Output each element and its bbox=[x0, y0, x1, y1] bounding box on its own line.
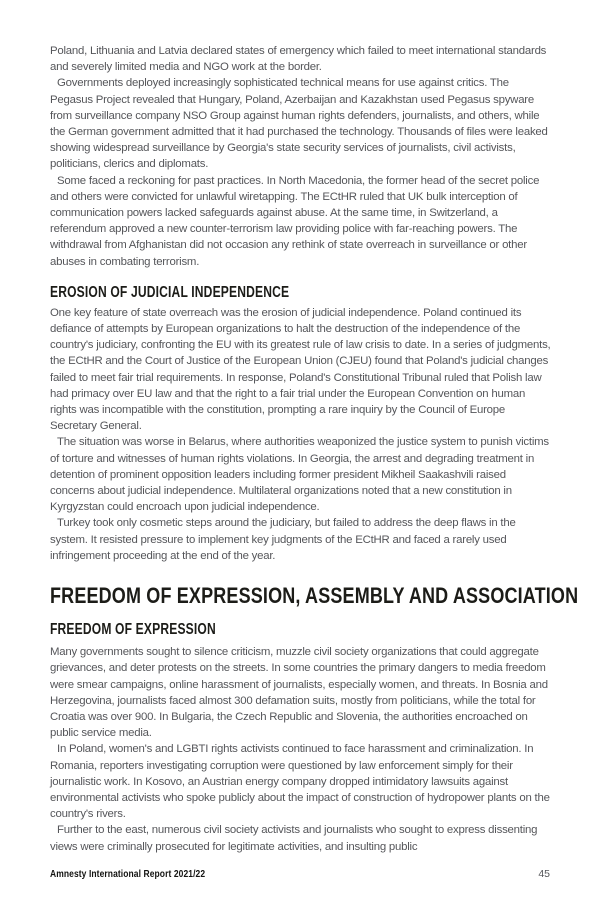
paragraph-judicial-independence-poland: One key feature of state overreach was the erosion of judicial independence. Poland continued its defiance of attempts by European organizations to halt the destruction of the independence of the country's judiciary, confronting the EU with its greatest rule of law crisis to date. In a series of judgments, the ECtHR and the Court of Justice of the European Union (CJEU) found that Poland's judicial changes failed to meet fair trial requirements. In response, Poland's Constitutional Tribunal ruled that Polish law had primacy over EU law and that the right to a fair trial under the European Convention on human rights was incompatible with the constitution, prompting a rare inquiry by the Council of Europe Secretary General. bbox=[50, 306, 551, 433]
paragraph-states-of-emergency: Poland, Lithuania and Latvia declared states of emergency which failed to meet international standards and severely limited media and NGO work at the border. bbox=[50, 45, 547, 74]
section-heading-freedom-of-expression: FREEDOM OF EXPRESSION bbox=[50, 621, 216, 639]
section-heading-erosion-of-judicial-independence: EROSION OF JUDICIAL INDEPENDENCE bbox=[50, 283, 290, 301]
paragraph-pegasus-surveillance: Governments deployed increasingly sophisticated technical means for use against critics. The Pegasus Project revealed that Hungary, Poland, Azerbaijan and Kazakhstan used Pegasus spyware from surveillance company NSO Group against human rights defenders, journalists, and others, while the German government admitted that it had purchased the technology. Thousands of files were leaked showing widespread surveillance by Georgia's state security services of journalists, civil activists, politicians, clerics and diplomats. bbox=[50, 77, 548, 171]
page-footer bbox=[50, 868, 550, 880]
chapter-heading-freedom-of-expression-assembly-association: FREEDOM OF EXPRESSION, ASSEMBLY AND ASSOCIATION bbox=[50, 583, 579, 609]
paragraph-poland-romania-kosovo-activists: In Poland, women's and LGBTI rights activists continued to face harassment and criminalization. In Romania, reporters investigating corruption were questioned by law enforcement simply for their journalistic work. In Kosovo, an Austrian energy company dropped intimidatory lawsuits against environmental activists who spoke publicly about the impact of construction of hydropower plants on the country's rivers. bbox=[50, 743, 550, 821]
paragraph-past-practices-reckoning: Some faced a reckoning for past practices. In North Macedonia, the former head of the secret police and others were convicted for unlawful wiretapping. The ECtHR ruled that UK bulk interception of communication powers lacked safeguards against abuse. At the same time, in Switzerland, a referendum approved a new counter-terrorism law providing police with far-reaching powers. The withdrawal from Afghanistan did not occasion any rethink of state overreach in surveillance or other abuses in combating terrorism. bbox=[50, 174, 540, 268]
paragraph-turkey-judiciary: Turkey took only cosmetic steps around the judiciary, but failed to address the deep flaws in the system. It resisted pressure to implement key judgments of the ECtHR and faced a rarely used infringement proceeding at the end of the year. bbox=[50, 517, 516, 562]
page-number: 45 bbox=[538, 868, 550, 880]
paragraph-belarus-georgia-kyrgyzstan: The situation was worse in Belarus, where authorities weaponized the justice system to punish victims of torture and witnesses of human rights violations. In Georgia, the arrest and degrading treatment in detention of prominent opposition leaders including former president Mikheil Saakashvili raised concerns about judicial independence. Multilateral organizations noted that a new constitution in Kyrgyzstan could encroach upon judicial independence. bbox=[50, 436, 549, 514]
page-content bbox=[50, 43, 579, 855]
paragraph-silencing-criticism-media-freedom: Many governments sought to silence criticism, muzzle civil society organizations that could aggregate grievances, and deter protests on the streets. In some countries the primary dangers to media freedom were smear campaigns, online harassment of journalists, especially women, and threats. In Bosnia and Herzegovina, journalists faced almost 300 defamation suits, mostly from politicians, while the total for Croatia was over 900. In Bulgaria, the Czech Republic and Slovenia, the authorities encroached on public service media. bbox=[50, 646, 548, 740]
paragraph-east-prosecutions: Further to the east, numerous civil society activists and journalists who sought to express dissenting views were criminally prosecuted for legitimate activities, and insulting public bbox=[50, 824, 538, 853]
report-title: Amnesty International Report 2021/22 bbox=[50, 869, 206, 880]
